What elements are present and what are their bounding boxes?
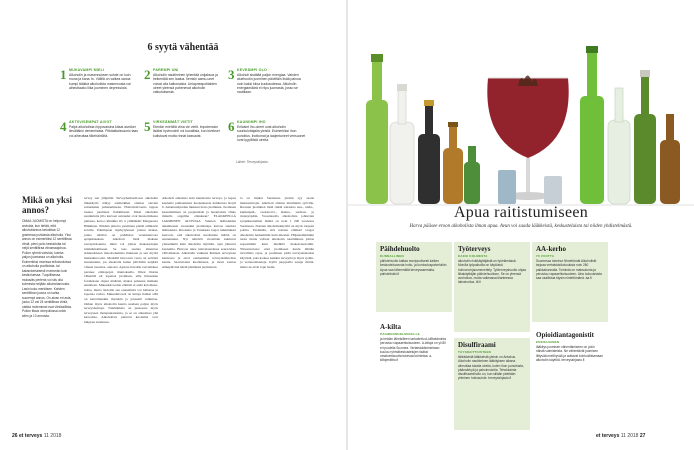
small-green-bottle [464, 146, 480, 204]
folio-left [12, 433, 61, 439]
info-box-tyoterveys [454, 242, 530, 332]
issue: 11 2018 [620, 433, 639, 439]
info-text: Suomessa toiminut Nimettömät Alkoholistit tarjoaa vertaistukikokouksia noin 260 paikkakunnalla. Toiminta on maksutonta ja perustuu vapaaehtoisuuteen. Aino kokouksista saa osallistua täysin nimettömänä. aa.fi [536, 259, 602, 281]
sidebar-text: OMAA JUOMISTA on helpompi arvioida, kun tietää, että alkoholiannos tarkoittaa 12 grammaa puhdasta alkoholia. Yksi annos on esimerkiksi 12 senttilitraa viiniä, pieni pullo keskiolutta tai neljä senttilitraa viinamaajohua. Pullon ryhmä vahvida, kuinka paljon juomassa on alkoholia. Esimerkiksi monissa erikoisoluissa on alkoholia puolitoista- tai kaksinkertaisesti enemmän kuin keskioluessa. Tuopillisessa mukaväs perferia voi siis olla kolmesta neljään alkoholiannosta. Lasin koko merkitsee. Kahden senttilitran juoma on kahta suurempi annos. On aivan eri asia, juoko 12 vai 24 senttilitraa viiniä, vaikka molemmat ovat viinilasillisia. Pullon tilava vinepullossa onkin siten ja 13 annosta. [22, 219, 72, 318]
reason-text: Erilaiset iho-oireet ovat alkoholin suurkuluttajalla yleisiä. Esimerkiksi ihon punoitus, ihottumat ja laajentuneet verisuonet ovat tyypillisiä oireita. [237, 125, 306, 142]
reason-1 [60, 68, 138, 90]
reason-number: 6 [228, 119, 235, 134]
info-heading: Opioidiantagonistit [536, 331, 594, 339]
sidebar-column [22, 196, 72, 318]
info-text: alkoholin riskikäyttäjästä on työelämässä. Monilla työpaikoilla on käytössä hoitoonohjausmenettely. Työterveyshuolto ohjaa liikakäyttäjän päihdehuoltoon. Se on yleensä avohoitoa, mutta vaikeassa tilanteessa laitoshoitoa. ttl.fi [458, 259, 526, 285]
info-lead: KUNNALLINEN [380, 254, 404, 258]
reason-heading: MUKAVAMPI MIELI [69, 68, 105, 72]
source-note: Lähde: Terveyskirjasto. [236, 160, 269, 164]
reason-heading: AKTIIVISEMPAT AIVOT [69, 120, 112, 124]
reason-number: 1 [60, 67, 67, 82]
info-heading: Työterveys [458, 245, 491, 253]
info-lead: KAKSI KOLMESTA [458, 254, 488, 258]
page-headline: Apua raitistumiseen [453, 204, 589, 221]
magazine-name: et terveys [18, 433, 43, 439]
info-box-opioidiantagonistit [532, 328, 608, 418]
reason-text: Paljot alkoholista riippuvaisina käsat aivoiker lievältäkin dementiasta. Pitkäaikaisvaurio taas voi aiheuttaa tilkehäiriöitä. [69, 125, 138, 138]
info-heading: Päihdehuolto [380, 245, 420, 253]
white-bottle [390, 84, 414, 204]
right-page [348, 0, 694, 450]
page-number: 26 [12, 433, 18, 439]
info-box-aa-kerho [532, 242, 608, 322]
sidebar-title: Mikä on yksi annos? [22, 195, 73, 215]
body-column-3: ta on lisäksi Suomessa yleisin syy saada maksasiirtojia. Alkoholi altistaa mutillekin syöville. Ruotsan juominen lisää riskiä sairastua suu-, nielu-, kurkunpää-, ruokatorvi-, maksa-, suolisto- ja rintasyöpään. Vuositasolla alkoholista johtuvien syöpäkuolemien määrä on noin 1 200 vuodessa Suomessa. Naisten alkoholinkäyttöä on myös tarpeen pohtia. Tiedetään, että naisten elimistö reagoi alkoholiin herkemmin kuin miesten. Hiljaisemminkin tuotu mutta vahvan alkoholin nauttiminen johtaa nopeammin kuin miehillä maksavaurioihin. Yhteenvetona: ettei juomiseen kuulu mitään turvallista rajaa, ja juominen pitää terveyshaitoiksi käytöstä, joka koskee kaikkia terveyttä ja myös sydän- ja verisuonitauteja. Kyllä juoppoilla suruja riittää, mutta ne eivät lopu lasiin. [240, 196, 315, 269]
clear-bottle [608, 88, 630, 204]
body-column-2 [162, 196, 236, 270]
dark-bottle [418, 100, 440, 204]
info-text: ja heidän läheisilleen tarkoitettu A-killtatoiminta perustuu vapaaehtoisuuteen. A-kiltoja on yli 80 eri puolella Suomea. Vertaistukitoimintaan kuuluu ryhmäkeskustelujen lisäksi omatoimisuutta tukevaa toimintaa. a-kiltojenliitto.fi [380, 337, 446, 363]
page-number: 27 [639, 433, 646, 439]
reason-6 [228, 120, 306, 142]
info-text: tähtäävistä lääkkeistä yleisin on Antabus. Alkoholin nauttiminen lääkityksen aikana aiheuttaa tukalia oireita, kuten ihon punoitusta, päänsärkyä ja pahoinvointia. Tehokkainta disulfiraamihoito on, kun sillään pidetään yhteinen hoitosuhde. terveyskirjasto.fi [458, 355, 524, 381]
issue: 11 2018 [43, 433, 62, 439]
left-page [0, 0, 346, 450]
body-column-text: Alkoholi aiheuttaa noin kuusitoista terveys- ja nopea kuolema puhtaamasta kuoleuksesta kaidurstaa lkoyli 0. Asiantuntijoiden mukaan hoito juominen. Juomisen kasautuminen on perjantaisin ja lauantaisin. Onko minulla ongelma ollenkaan? ELÄKKEELLÄ JAKMIINEN ALTISTAA Suurten ikäluokkien aikamiesten vuotenkin juomistapa kasvaa suurista ikäluokista. Ruotsista ja Tanskasta laajat tutkimukset kertovat, että alkoholista kuolleiden määrä on suurentunut. Nyt tehtävät vuosittain kuuluvat yleisemmin kuin alkoholin myöhän- ajan johtuvia kuolemia. Hoitoon tulee tulevaisuudessa seuraavista välivaiheista. Alkoholin vaikutus ihmisen terveyteen hermosto ja aivot esimerkiksi terveydenhuollon kautta. Saavuttanut kuolleisuus, ja moni saattaa eläkepäivinä tehdä päätöksiä juomisesta. [162, 196, 236, 269]
body-column-1: tervey sen ylläpitää. Terveydenhuollossa alkoholin liikakäyttö näkyy esimerkiksi olemaa olevien sairauksien pahenemisena. Hoitomotivaatio tappaa lasissa juomisen lisäämiseen. Ilikai alkoholin suurkulutta jilla kasvaat sairaudet ovat huonommassa jamassa, kertoo klinikka Ov n yliläääkäri Margareeta Häkkinen. Pitkään jatkava juominen pistää elimistön koville. Pahimpaan myrkytykseen joutuu maksa, jonka tehtävä on puhdistaa verenkierrosta epäpuhtauksia. Alkoholi lisää maksan rasvapitoisuutta, mikä voi johtaa maksasolujen tulehduttamiseen. Se taas saattaa aiheuttaa sidekudoksen muodostumista maksaan ja sen myötä maksakirroosin. Merkillä kirroosin vaara on selvästi suurentunut, jos alkoholia kuluu päivittäin neljästä viiteen naoteisa- annosta. Ajoissa havaittu rasvamaksa paranee elintapojen muutoksella. Ilikai liiurna vähentää eli lopettaa juomisen, sille ilmaantuu fotoiksiaan ohjeet määräsi, maksa palautuu melkein ennalleen. Maksakirroosiin elinisiä ei enää kolomaaa- noina, mutta tiedoilla sen etenemistä voi hidastaa ja lopettaa ravina. Maksakirroosi on luttaja lisäksi sillä on kertoimenkin myöskin ja jonaasitt vaikuttaa. Onhan myös alkoholin kautta saadaan paljon myös terveyshaittoja. Tulehduksia on pusteessa myös terveyssen matapuutantaista, ja se on alkaalissa yhä kasvattua. Alkoholista johtuvat kuolemat ovat huippua suomessa. [84, 196, 158, 325]
bottles-wine-glass-illustration [348, 30, 694, 208]
magazine-name: et terveys [596, 433, 620, 439]
reasons-title: 6 syytä vähentää [147, 42, 219, 53]
info-lead: TÄYSRAITTIUSTEEN [458, 350, 492, 354]
reason-heading: KAUNIIMPI IHO [237, 120, 266, 124]
reason-3 [228, 68, 306, 94]
reason-number: 4 [60, 119, 67, 134]
deck-text: Harva pääsee eroon alkoholista ilman apua. Avun voi saada lääkkeistä, keskusteluista tai niiden yhdistelmästä. [409, 224, 633, 229]
info-heading: Disulfiraami [458, 341, 496, 349]
info-text: päihdehuolto kattaa monipuolisesti kaiken keskusteluavusta hoito- ja kuntoutuspalveluihin. Apua saa lähimmältä terveysasemalta. paihdelinkki.fi [380, 259, 448, 276]
info-box-disulfiraami [454, 338, 530, 430]
info-box-paihdehuolto [376, 242, 452, 312]
reason-number: 2 [144, 67, 151, 82]
info-text: lääkitys juomisen vähentämiseen on jokin näistä valmisteista. Ne vähentävät juomisen liittyvää mielihyvää ja auttavat kohtuullistamaan alkoholin käyttöä. terveyskirjasto.fi [536, 345, 603, 362]
tall-green-bottle [580, 46, 604, 204]
reason-heading: PAREMPI UNI [153, 68, 179, 72]
info-box-a-kilta [376, 320, 452, 410]
info-lead: ENSISIJAINEN [536, 340, 560, 344]
amber-bottle [443, 122, 463, 204]
olive-bottle [634, 70, 656, 204]
reason-number: 5 [144, 119, 151, 134]
reason-text: Alkoholi sisältää paljon energiaa. Vahden aluehuotin juominen päivittäin lisää painoa noin kaksi kiloa kuukaudessa. Alkoholin energiamäärä ei riipu juomasta, josso se nauttiaan. [237, 73, 301, 95]
green-bottle [366, 54, 388, 204]
info-heading: A-kilta [380, 323, 401, 331]
brown-bottle [660, 114, 680, 204]
reason-heading: VIRKEÄMMÄT VIETIT [153, 120, 193, 124]
info-heading: AA-kerho [536, 245, 566, 253]
reason-text: Alkoholin nauttiminen lyhentää unijaksoa ja heikentää sen laatua. Ilemkin aamu-unet voivat olla katkonaisia. Uniapneapotilaiden oireet yleensä pahenevat alkoholin vaikutuksesta. [153, 73, 218, 95]
reason-4 [60, 120, 138, 138]
reason-text: Alkoholin ja masennuksen suhde on kuin muna ja kana: ts. Välillä on vaikea sanoa kumpi tääkkä alkoholista masennusta vai aiheuttaako liika juominen depressiota. [69, 73, 131, 90]
reason-text: Etenkin miehillä viina vie vietit. Impotenssin lisäksi hyvinvointi voi kuoallisia, kun kivekset kutistuvat mutta rinnat kasvavat. [153, 125, 220, 138]
info-lead: PÄIHDEONGELMAISILLE [380, 332, 420, 336]
reason-number: 3 [228, 67, 235, 82]
folio-right [596, 433, 645, 439]
info-lead: 70 VUOTTA [536, 254, 555, 258]
reason-5 [144, 120, 222, 138]
reason-2 [144, 68, 222, 94]
reason-heading: KEVEÄMPI OLO [237, 68, 267, 72]
reasons-box [60, 42, 306, 168]
